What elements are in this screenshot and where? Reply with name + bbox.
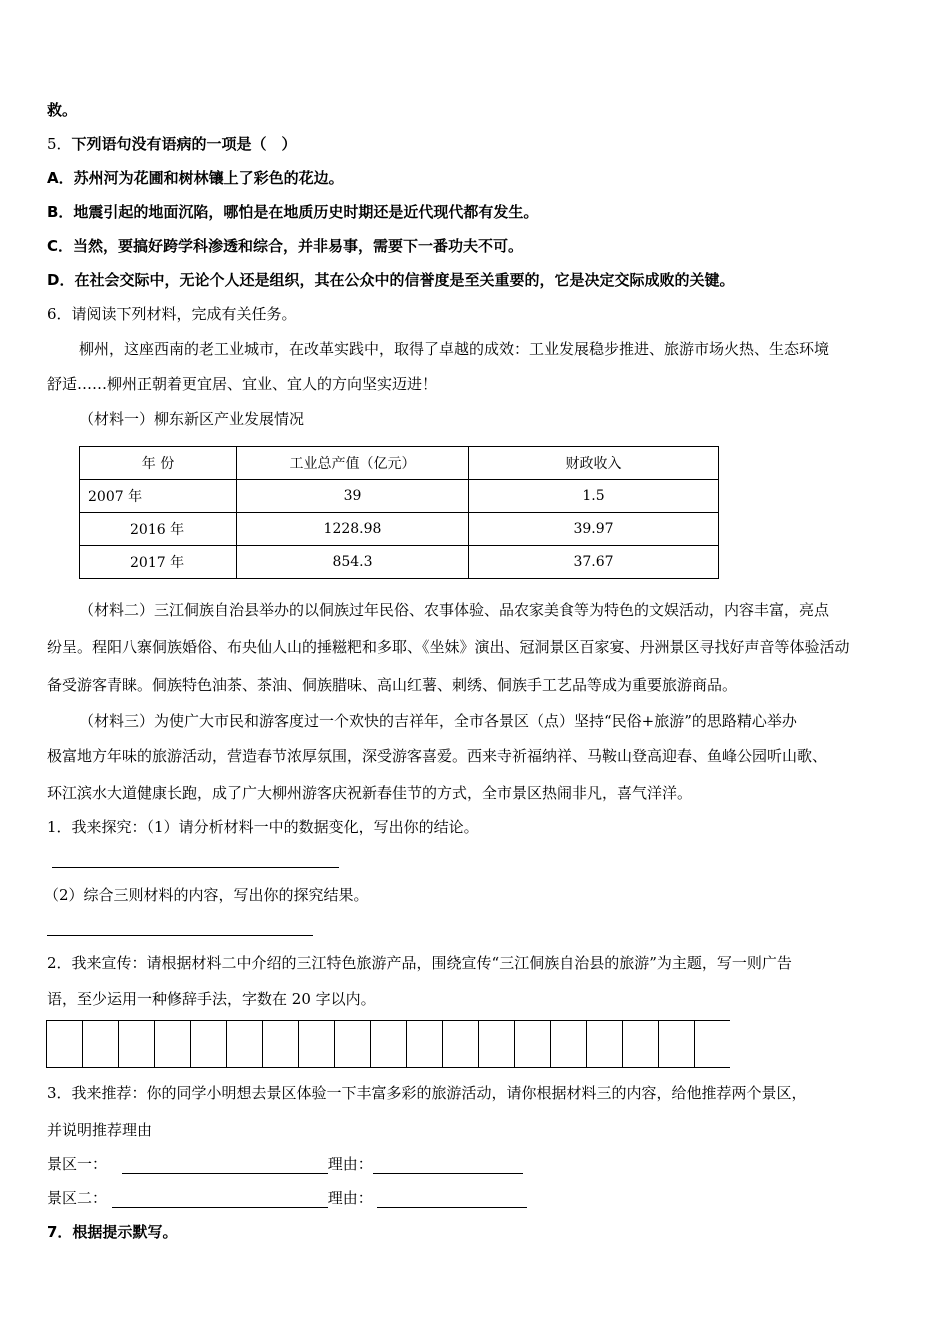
material-3-line: （材料三）为使广大市民和游客度过一个欢快的吉祥年，全市各景区（点）坚持“民俗+旅游”的思路精心举办 xyxy=(79,712,797,730)
table-cell: 2016 年 xyxy=(80,513,237,546)
grid-cell[interactable] xyxy=(370,1021,406,1067)
option-d: D．在社会交际中，无论个人还是组织，其在公众中的信誉度是至关重要的，它是决定交际成败的关键。 xyxy=(47,271,735,289)
grid-cell[interactable] xyxy=(190,1021,226,1067)
table-header-cell: 工业总产值（亿元） xyxy=(237,447,469,480)
reason-answer-line[interactable] xyxy=(377,1191,527,1208)
task-2: 2．我来宣传：请根据材料二中介绍的三江特色旅游产品，围绕宣传“三江侗族自治县的旅游”为主题，写一则广告 xyxy=(47,954,792,972)
grid-cell[interactable] xyxy=(46,1021,82,1067)
task-1: 1．我来探究：（1）请分析材料一中的数据变化，写出你的结论。 xyxy=(47,818,479,836)
table-cell: 2017 年 xyxy=(80,546,237,579)
question-7: 7．根据提示默写。 xyxy=(47,1223,178,1241)
grid-cell[interactable] xyxy=(658,1021,694,1067)
reason-label: 理由： xyxy=(327,1189,373,1207)
question-5 xyxy=(47,134,297,154)
question-stem: 下列语句没有语病的一项是（ ） xyxy=(71,135,297,153)
grid-cell[interactable] xyxy=(334,1021,370,1067)
grid-cell[interactable] xyxy=(622,1021,658,1067)
grid-cell[interactable] xyxy=(118,1021,154,1067)
recommend-row-1 xyxy=(47,1154,523,1174)
answer-grid[interactable] xyxy=(46,1020,730,1068)
option-c: C．当然，要搞好跨学科渗透和综合，并非易事，需要下一番功夫不可。 xyxy=(47,237,524,255)
option-a: A．苏州河为花圃和树林镶上了彩色的花边。 xyxy=(47,169,344,187)
task-1-part-2: （2）综合三则材料的内容，写出你的探究结果。 xyxy=(44,886,369,904)
intro-line: 柳州，这座西南的老工业城市，在改革实践中，取得了卓越的成效：工业发展稳步推进、旅游市场火热、生态环境 xyxy=(79,340,830,358)
table-cell: 2007 年 xyxy=(80,480,237,513)
option-b: B．地震引起的地面沉陷，哪怕是在地质历史时期还是近代现代都有发生。 xyxy=(47,203,539,221)
spot-answer-line[interactable] xyxy=(112,1191,328,1208)
table-row xyxy=(80,480,719,513)
grid-cell[interactable] xyxy=(298,1021,334,1067)
table-cell: 39.97 xyxy=(469,513,719,546)
spot-label: 景区二： xyxy=(47,1189,108,1207)
table-header-row xyxy=(80,447,719,480)
table-header-cell: 财政收入 xyxy=(469,447,719,480)
table-row xyxy=(80,546,719,579)
recommend-row-2 xyxy=(47,1188,527,1208)
reason-answer-line[interactable] xyxy=(373,1157,523,1174)
material-1-title: （材料一）柳东新区产业发展情况 xyxy=(79,410,305,428)
grid-cell[interactable] xyxy=(226,1021,262,1067)
material-2-line: （材料二）三江侗族自治县举办的以侗族过年民俗、农事体验、品农家美食等为特色的文娱活动，内容丰富，亮点 xyxy=(79,601,830,619)
text-line: 救。 xyxy=(47,101,78,119)
table-cell: 1228.98 xyxy=(237,513,469,546)
question-number: 5． xyxy=(47,135,72,153)
table-cell: 1.5 xyxy=(469,480,719,513)
answer-line[interactable] xyxy=(47,919,313,936)
table-cell: 37.67 xyxy=(469,546,719,579)
task-3: 3．我来推荐：你的同学小明想去景区体验一下丰富多彩的旅游活动，请你根据材料三的内容，给他推荐两个景区， xyxy=(47,1084,807,1102)
industry-table xyxy=(79,446,719,579)
grid-cell[interactable] xyxy=(586,1021,622,1067)
grid-cell[interactable] xyxy=(694,1021,730,1067)
intro-line: 舒适……柳州正朝着更宜居、宜业、宜人的方向坚实迈进！ xyxy=(47,375,438,393)
grid-cell[interactable] xyxy=(406,1021,442,1067)
task-3: 并说明推荐理由 xyxy=(47,1121,153,1139)
answer-line[interactable] xyxy=(52,851,339,868)
spot-label: 景区一： xyxy=(47,1155,108,1173)
grid-cell[interactable] xyxy=(262,1021,298,1067)
table-cell: 854.3 xyxy=(237,546,469,579)
table-header-cell: 年 份 xyxy=(80,447,237,480)
material-3-line: 环江滨水大道健康长跑，成了广大柳州游客庆祝新春佳节的方式，全市景区热闹非凡，喜气洋洋。 xyxy=(47,784,693,802)
grid-cell[interactable] xyxy=(442,1021,478,1067)
question-6: 6．请阅读下列材料，完成有关任务。 xyxy=(47,305,297,323)
grid-cell[interactable] xyxy=(514,1021,550,1067)
grid-cell[interactable] xyxy=(82,1021,118,1067)
reason-label: 理由： xyxy=(327,1155,373,1173)
grid-cell[interactable] xyxy=(550,1021,586,1067)
table-cell: 39 xyxy=(237,480,469,513)
task-2: 语，至少运用一种修辞手法，字数在 20 字以内。 xyxy=(47,990,376,1008)
grid-cell[interactable] xyxy=(478,1021,514,1067)
grid-cell[interactable] xyxy=(154,1021,190,1067)
spot-answer-line[interactable] xyxy=(122,1157,328,1174)
material-2-line: 纷呈。程阳八寨侗族婚俗、布央仙人山的捶糍粑和多耶、《坐妹》演出、冠洞景区百家宴、丹洲景区寻找好声音等体验活动 xyxy=(47,638,850,656)
material-3-line: 极富地方年味的旅游活动，营造春节浓厚氛围，深受游客喜爱。西来寺祈福纳祥、马鞍山登高迎春、鱼峰公园听山歌、 xyxy=(47,747,828,765)
material-2-line: 备受游客青睐。侗族特色油茶、茶油、侗族腊味、高山红薯、刺绣、侗族手工艺品等成为重要旅游商品。 xyxy=(47,676,738,694)
table-row xyxy=(80,513,719,546)
